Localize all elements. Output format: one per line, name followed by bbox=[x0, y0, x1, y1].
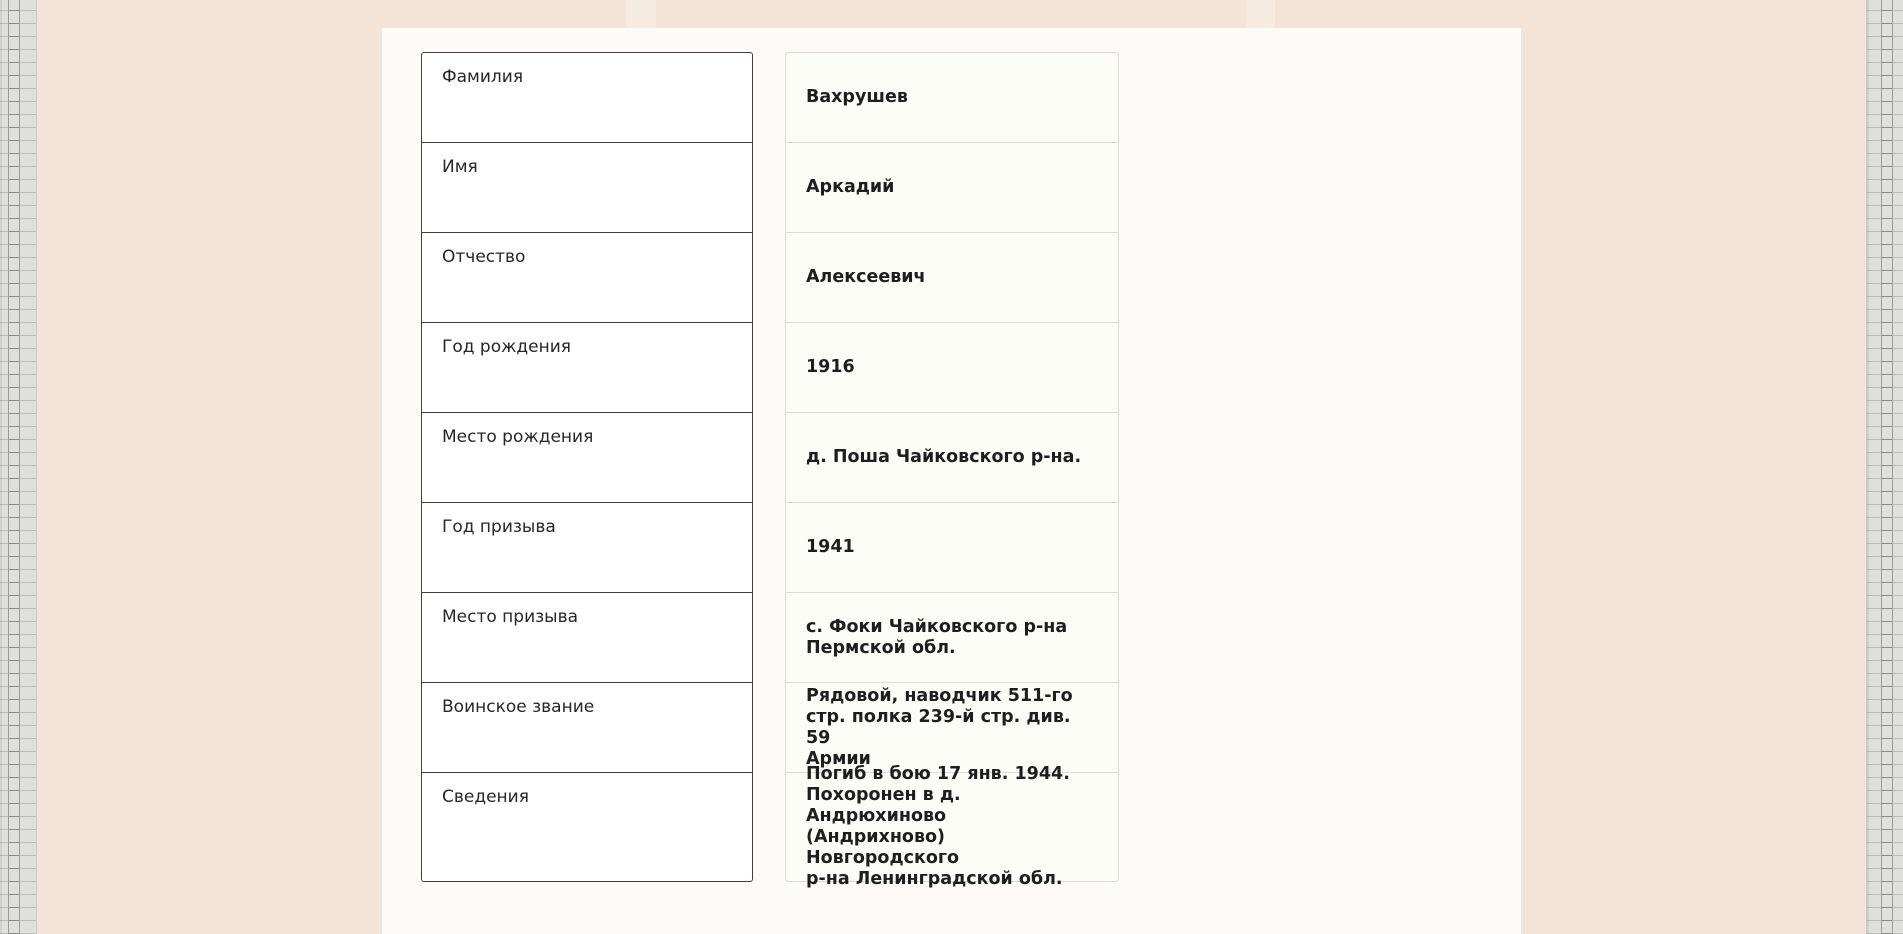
value-birth-year: 1916 bbox=[786, 323, 1118, 413]
label-conscription-place: Место призыва bbox=[422, 593, 752, 683]
label-surname: Фамилия bbox=[422, 53, 752, 143]
value-conscription-year: 1941 bbox=[786, 503, 1118, 593]
label-birth-place: Место рождения bbox=[422, 413, 752, 503]
value-surname: Вахрушев bbox=[786, 53, 1118, 143]
label-first-name: Имя bbox=[422, 143, 752, 233]
label-information: Сведения bbox=[442, 787, 529, 807]
value-patronymic: Алексеевич bbox=[786, 233, 1118, 323]
value-first-name: Аркадий bbox=[786, 143, 1118, 233]
value-birth-place: д. Поша Чайковского р-на. bbox=[786, 413, 1118, 503]
record-labels-column bbox=[421, 52, 753, 882]
left-edge-ruler bbox=[0, 0, 37, 934]
value-military-rank: Рядовой, наводчик 511-го стр. полка 239-й стр. див. 59 Армии bbox=[786, 683, 1118, 773]
record-values-column bbox=[785, 52, 1119, 889]
value-information: Погиб в бою 17 янв. 1944. Похоронен в д. Андрюхиново (Андрихново) Новгородского р-на Ленинградской обл. bbox=[806, 764, 1070, 889]
label-birth-year: Год рождения bbox=[422, 323, 752, 413]
label-conscription-year: Год призыва bbox=[422, 503, 752, 593]
label-military-rank: Воинское звание bbox=[422, 683, 752, 773]
label-patronymic: Отчество bbox=[422, 233, 752, 323]
right-edge-ruler bbox=[1866, 0, 1903, 934]
value-conscription-place: с. Фоки Чайковского р-на Пермской обл. bbox=[786, 593, 1118, 683]
